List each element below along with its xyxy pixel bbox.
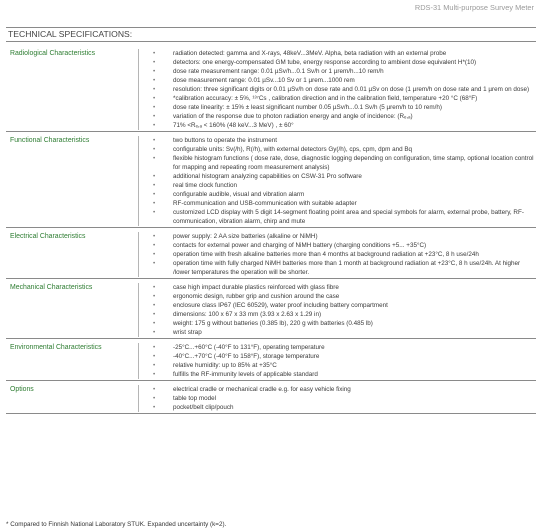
spec-item (153, 361, 536, 370)
spec-item-text: resolution: three significant digits or 0.01 µSv/h on dose rate and 0.01 µSv on dose (1 µrem/h on dose rate and 1 µrem on dose) (173, 86, 530, 93)
spec-item (153, 154, 536, 172)
bullet-icon: • (153, 155, 156, 162)
bullet-icon: • (153, 251, 156, 258)
spec-item (153, 76, 536, 85)
spec-category-label: Radiological Characteristics (10, 50, 96, 57)
bullet-icon: • (153, 242, 156, 249)
spec-section (6, 279, 536, 339)
bullet-icon: • (153, 386, 156, 393)
spec-item-text: RF-communication and USB-communication with suitable adapter (173, 200, 357, 207)
spec-item (153, 328, 536, 337)
spec-item (153, 310, 536, 319)
bullet-icon: • (153, 353, 156, 360)
spec-category-label: Options (10, 386, 34, 393)
bullet-icon: • (153, 191, 156, 198)
spec-item-text: customized LCD display with 5 digit 14-segment floating point area and special symbols for alarm, external probe, battery, RF-communication, vibration alarm, chirp and mute (173, 209, 524, 225)
spec-item-text: -40°C...+70°C (-40°F to 158°F), storage temperature (173, 353, 320, 360)
spec-item (153, 145, 536, 154)
spec-item (153, 403, 536, 412)
spec-item-text: variation of the response due to photon radiation energy and angle of incidence: (Rₑ,ₐ) (173, 113, 413, 120)
document-title: RDS-31 Multi-purpose Survey Meter (414, 3, 534, 12)
bullet-icon: • (153, 95, 156, 102)
spec-item (153, 283, 536, 292)
spec-item-text: dose rate measurement range: 0.01 µSv/h...0.1 Sv/h or 1 µrem/h...10 rem/h (173, 68, 384, 75)
bullet-icon: • (153, 284, 156, 291)
bullet-icon: • (153, 173, 156, 180)
spec-item-text: case high impact durable plastics reinforced with glass fibre (173, 284, 339, 291)
section-title: TECHNICAL SPECIFICATIONS: (6, 27, 536, 42)
spec-item (153, 394, 536, 403)
spec-item (153, 241, 536, 250)
spec-item-text: relative humidity: up to 85% at +35°C (173, 362, 277, 369)
spec-item (153, 67, 536, 76)
bullet-icon: • (153, 122, 156, 129)
spec-item (153, 199, 536, 208)
bullet-icon: • (153, 182, 156, 189)
bullet-icon: • (153, 50, 156, 57)
spec-item-list (138, 343, 536, 379)
bullet-icon: • (153, 77, 156, 84)
bullet-icon: • (153, 344, 156, 351)
spec-item-list (138, 49, 536, 130)
spec-item-text: dose measurement range: 0.01 µSv...10 Sv or 1 µrem...1000 rem (173, 77, 355, 84)
spec-item-text: configurable audible, visual and vibration alarm (173, 191, 305, 198)
spec-item-text: electrical cradle or mechanical cradle e.g. for easy vehicle fixing (173, 386, 351, 393)
footnote: * Compared to Finnish National Laboratory STUK. Expanded uncertainty (k=2). (6, 521, 227, 528)
spec-item (153, 103, 536, 112)
spec-item (153, 49, 536, 58)
spec-item (153, 301, 536, 310)
bullet-icon: • (153, 113, 156, 120)
bullet-icon: • (153, 329, 156, 336)
spec-item-list (138, 385, 536, 412)
spec-item (153, 352, 536, 361)
spec-section (6, 381, 536, 414)
bullet-icon: • (153, 233, 156, 240)
spec-item-text: 71% <Rₑ,ₐ < 160% (48 keV...3 MeV) , ± 60° (173, 122, 294, 129)
spec-category-label: Functional Characteristics (10, 137, 90, 144)
spec-item-text: radiation detected: gamma and X-rays, 48keV...3MeV. Alpha, beta radiation with an external probe (173, 50, 447, 57)
spec-item (153, 259, 536, 277)
spec-section (6, 339, 536, 381)
spec-item-text: operation time with fresh alkaline batteries more than 4 months at background radiation at +23°C, 8 h use/24h (173, 251, 479, 258)
spec-item-list (138, 136, 536, 226)
spec-item-text: additional histogram analyzing capabilities on CSW-31 Pro software (173, 173, 362, 180)
spec-item (153, 370, 536, 379)
spec-item (153, 385, 536, 394)
bullet-icon: • (153, 137, 156, 144)
spec-item-text: operation time with fully charged NiMH batteries more than 1 month at background radiation at +23°C, 8 h use/24h. At higher /lower temperatures the operation will be shorter. (173, 260, 521, 276)
spec-item (153, 319, 536, 328)
bullet-icon: • (153, 146, 156, 153)
bullet-icon: • (153, 320, 156, 327)
specifications-table (6, 45, 536, 414)
spec-item-text: table top model (173, 395, 217, 402)
spec-item-text: contacts for external power and charging of NiMH battery (charging conditions +5... +35°C) (173, 242, 427, 249)
spec-category-label: Mechanical Characteristics (10, 284, 93, 291)
spec-item (153, 232, 536, 241)
spec-section (6, 132, 536, 228)
spec-item-text: -25°C...+60°C (-40°F to 131°F), operating temperature (173, 344, 325, 351)
spec-item (153, 343, 536, 352)
spec-item-text: enclosure class IP67 (IEC 60529), water proof including battery compartment (173, 302, 388, 309)
spec-item (153, 85, 536, 94)
spec-section (6, 228, 536, 279)
bullet-icon: • (153, 311, 156, 318)
spec-item-text: *calibration accuracy: ± 5%, ¹³⁷Cs , calibration direction and in the calibration field, temperature +20 °C (68°F) (173, 95, 478, 102)
spec-item-text: dose rate linearity: ± 15% ± least significant number 0.05 µSv/h...0.1 Sv/h (5 µrem/h to 10 rem/h) (173, 104, 442, 111)
spec-item-text: weight: 175 g without batteries (0.385 lb), 220 g with batteries (0.485 lb) (173, 320, 373, 327)
spec-item (153, 208, 536, 226)
bullet-icon: • (153, 302, 156, 309)
spec-item (153, 172, 536, 181)
spec-section (6, 45, 536, 132)
bullet-icon: • (153, 395, 156, 402)
spec-item (153, 190, 536, 199)
bullet-icon: • (153, 209, 156, 216)
spec-item-text: power supply: 2 AA size batteries (alkaline or NiMH) (173, 233, 318, 240)
bullet-icon: • (153, 104, 156, 111)
bullet-icon: • (153, 362, 156, 369)
spec-item (153, 136, 536, 145)
spec-item (153, 181, 536, 190)
spec-item (153, 94, 536, 103)
bullet-icon: • (153, 59, 156, 66)
spec-item-text: detectors: one energy-compensated GM tube, energy response according to ambient dose equivalent H*(10) (173, 59, 477, 66)
spec-category-label: Electrical Characteristics (10, 233, 86, 240)
spec-item (153, 292, 536, 301)
spec-item-text: fulfills the RF-immunity levels of applicable standard (173, 371, 318, 378)
spec-item-list (138, 283, 536, 337)
bullet-icon: • (153, 404, 156, 411)
bullet-icon: • (153, 260, 156, 267)
bullet-icon: • (153, 293, 156, 300)
spec-item (153, 121, 536, 130)
spec-item-text: two buttons to operate the instrument (173, 137, 277, 144)
spec-item-text: wrist strap (173, 329, 202, 336)
spec-item (153, 58, 536, 67)
bullet-icon: • (153, 86, 156, 93)
spec-item-text: real time clock function (173, 182, 238, 189)
spec-category-label: Environmental Characteristics (10, 344, 102, 351)
spec-item (153, 112, 536, 121)
bullet-icon: • (153, 200, 156, 207)
spec-item (153, 250, 536, 259)
bullet-icon: • (153, 371, 156, 378)
spec-item-text: dimensions: 100 x 67 x 33 mm (3.93 x 2.63 x 1.29 in) (173, 311, 322, 318)
spec-item-list (138, 232, 536, 277)
spec-item-text: pocket/belt clip/pouch (173, 404, 234, 411)
spec-item-text: ergonomic design, rubber grip and cushion around the case (173, 293, 340, 300)
spec-item-text: configurable units: Sv(/h), R(/h), with external detectors Gy(/h), cps, cpm, dpm and Bq (173, 146, 413, 153)
spec-item-text: flexible histogram functions ( dose rate, dose, diagnostic logging depending on configuration, time stamp, optional location control for mapping and repeating room measurement analysis) (173, 155, 534, 171)
bullet-icon: • (153, 68, 156, 75)
